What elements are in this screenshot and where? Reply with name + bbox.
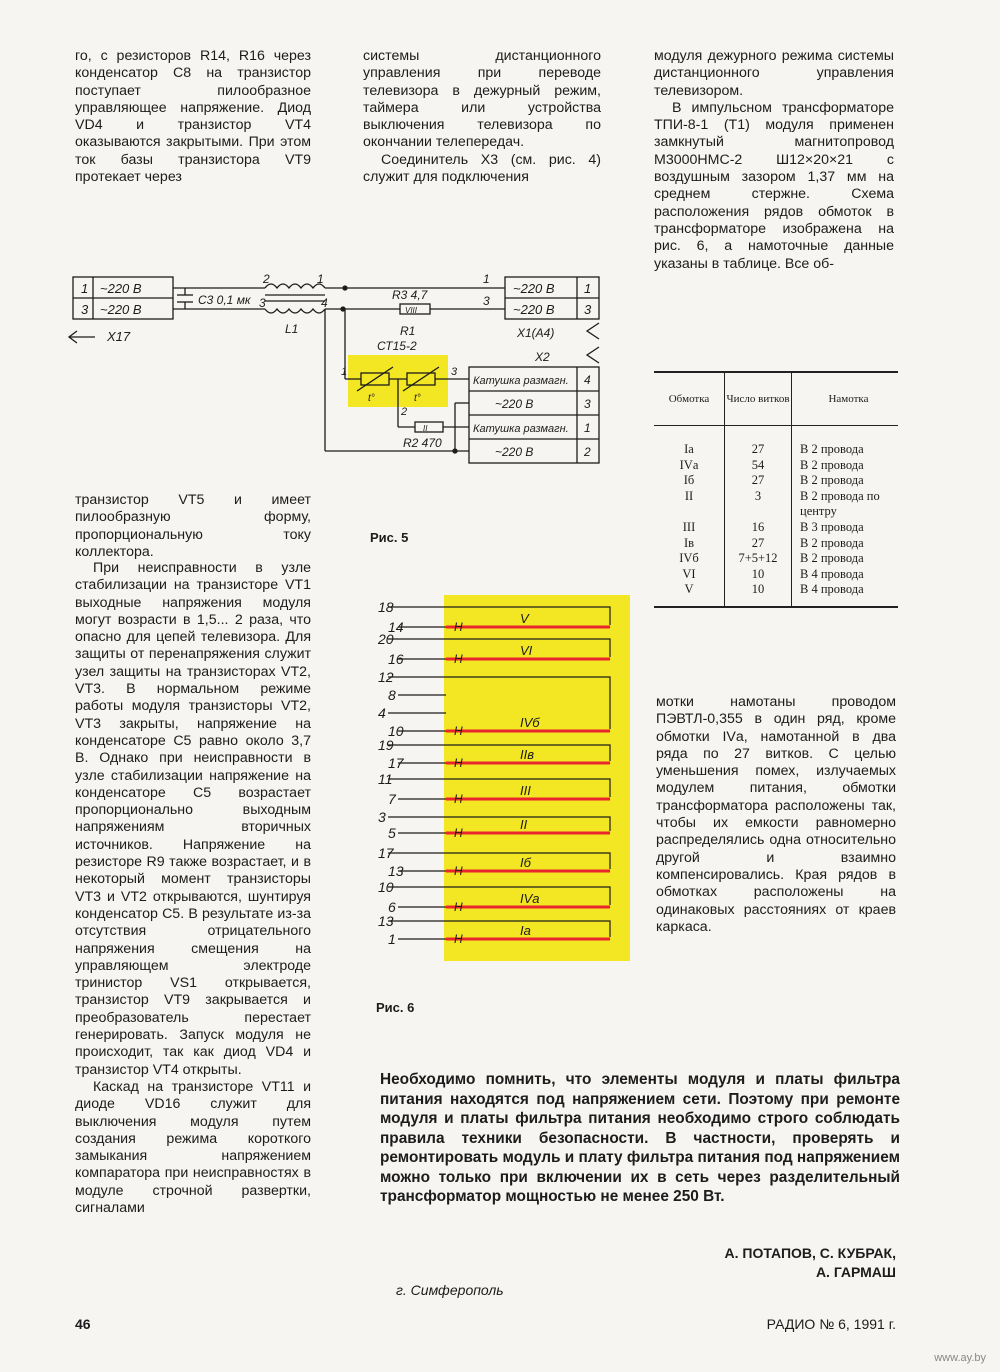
left-column-mid — [75, 492, 311, 561]
table-cell: В 2 провода — [800, 442, 864, 456]
start-mark: Н — [454, 724, 463, 738]
row-label: ~220 В — [513, 281, 555, 296]
pin-label: 1 — [81, 281, 89, 296]
table-cell: II — [654, 489, 725, 520]
pin-label: 3 — [81, 302, 89, 317]
table-header: Намотка — [792, 372, 899, 426]
table-cell: VI — [654, 567, 725, 583]
table-cell: 7+5+12 — [725, 551, 792, 567]
fig5-schematic — [55, 255, 615, 480]
table-cell: В 2 провода — [800, 535, 864, 550]
paragraph: системы дистанционного управления при переводе телевизора в дежурный режим, таймера или устройства выключения телевизора по окончании телепередач. — [363, 48, 601, 151]
r1-label: R1 — [400, 324, 416, 338]
fig5-caption: Рис. 5 — [370, 530, 409, 545]
paragraph: го, с резисторов R14, R16 через конденсатор С8 на транзистор поступает пилообразное управляющее напряжение. Диод VD4 и транзистор VT4 оказываются закрытыми. При этом ток базы транзистора VT9 протекает через — [75, 48, 311, 186]
paragraph: В импульсном трансформаторе ТПИ-8-1 (Т1) модуля применен замкнутый магнитопровод М3000НМС-2 Ш12×20×21 с воздушным зазором 1,37 мм на среднем стержне. Схема расположения рядов обмоток в трансформаторе изображена на рис. 6, а намоточные данные указаны в таблице. Все об- — [654, 99, 894, 272]
winding-table — [654, 371, 898, 608]
paragraph: мотки намотаны проводом ПЭВТЛ-0,355 в один ряд, кроме обмотки IVа, намотанной в два ряда по 27 витков. С целью уменьшения помех, излучаемых модулем питания, обмотки трансформатора расположены так, чтобы их емкости равномерно распределялись одна относительно другой и взаимно компенсировались. Края рядов в обмотках расположены на одинаковых расстояниях от краев каркаса. — [656, 694, 896, 935]
page-number: 46 — [75, 1316, 91, 1332]
x1-pin: 1 — [483, 272, 490, 286]
table-row — [654, 582, 898, 607]
winding-label: Iа — [520, 923, 531, 938]
table-cell: В 4 провода — [792, 582, 899, 607]
right-column-mid — [656, 694, 896, 936]
connector-x2 — [469, 367, 599, 463]
pin-number: 13 — [388, 863, 404, 879]
winding-label: IVб — [520, 715, 540, 730]
pin-number: 17 — [378, 845, 394, 861]
winding-label: II — [520, 817, 528, 832]
start-mark: Н — [454, 826, 463, 840]
table-cell: 3 — [725, 489, 792, 520]
pin-number: 11 — [378, 771, 393, 787]
c3-label: С3 0,1 мк — [198, 293, 251, 307]
start-mark: Н — [454, 792, 463, 806]
pin-label: 3 — [584, 302, 592, 317]
table-cell: 54 — [725, 458, 792, 474]
pin-number: 20 — [378, 631, 394, 647]
table-row — [654, 520, 898, 536]
table-cell: IVб — [654, 551, 725, 567]
right-column-top — [654, 48, 894, 273]
table-cell: Iб — [654, 473, 725, 489]
table-cell: В 4 провода — [800, 566, 864, 581]
table-row — [654, 458, 898, 474]
pin-number: 14 — [388, 619, 404, 635]
winding-label: V — [520, 611, 529, 626]
table-row — [654, 473, 898, 489]
l1-pin: 1 — [317, 272, 324, 286]
paragraph: модуля дежурного режима системы дистанционного управления телевизором. — [654, 48, 894, 99]
left-column-bottom — [75, 560, 311, 1217]
table-cell: Iа — [654, 426, 725, 458]
connector-label: Х1(А4) — [517, 326, 555, 340]
table-row — [654, 551, 898, 567]
r1-type: СТ15-2 — [377, 339, 417, 353]
start-mark: Н — [454, 756, 463, 770]
table-cell: V — [654, 582, 725, 607]
journal-footer: РАДИО № 6, 1991 г. — [766, 1316, 896, 1332]
pin-number: 19 — [378, 737, 394, 753]
table-cell: В 2 провода — [800, 473, 864, 488]
r1-pin: 2 — [401, 406, 408, 418]
l1-pin: 2 — [263, 272, 270, 286]
pin-number: 16 — [388, 651, 404, 667]
watermark: www.ay.by — [934, 1352, 986, 1364]
table-header: Обмотка — [654, 372, 725, 426]
safety-warning: Необходимо помнить, что элементы модуля и платы фильтра питания находятся под напряжением сети. Поэтому при ремонте модуля и платы фильтра питания необходимо строго соблюдать правила техники безопасности. В частности, проверять и ремонтировать модуль и плату фильтра питания под напряжением можно только при включении их в сеть через разделительный трансформатор мощностью не менее 250 Вт. — [380, 1071, 900, 1205]
paragraph: При неисправности в узле стабилизации на транзисторе VT1 выходные напряжения модуля могут возрасти в 1,5... 2 раза, что опасно для цепей телевизора. Для защиты от перенапряжения служит узел защиты на транзисторах VT2, VT3. В нормальном режиме работы модуля транзисторы VT2, VT3 закрыты, напряжение на конденсаторе С5 равно около 3,7 В. Однако при неисправности в узле стабилизации напряжение на конденсаторе С5 возрастает пропорционально выходным напряжениям вторичных источников. Напряжение на резисторе R9 также возрастает, и в некоторый момент транзисторы VT3 и VT2 открываются, шунтируя конденсатор С5. В результате из-за отсутствия отрицательного напряжения смещения на управляющем электроде тринистор VS1 открывается, транзистор VT9 закрывается и преобразователь перестает генерировать. Запуск модуля не происходит, так как диод VD4 и транзистор VT4 открыты. — [75, 560, 311, 1078]
paragraph: транзистор VT5 и имеет пилообразную форму, пропорциональную току коллектора. — [75, 492, 311, 560]
pin-number: 3 — [378, 809, 386, 825]
row-label: Катушка размагн. — [473, 375, 569, 387]
start-mark: Н — [454, 864, 463, 878]
start-mark: Н — [454, 900, 463, 914]
table-header: Число витков — [725, 372, 792, 426]
middle-column-top — [363, 48, 601, 186]
table-cell: 10 — [725, 567, 792, 583]
pin-number: 18 — [378, 599, 394, 615]
row-label: ~220 В — [495, 397, 534, 411]
table-cell: III — [654, 520, 725, 536]
pin-number: 10 — [388, 723, 404, 739]
winding-label: VI — [520, 643, 533, 658]
pin-number: 7 — [388, 791, 396, 807]
pin-number: 13 — [378, 913, 394, 929]
therm-t: t° — [368, 393, 375, 404]
pin-label: 1 — [584, 421, 591, 435]
pin-number: 12 — [378, 669, 394, 685]
pin-label: 2 — [584, 445, 591, 459]
connector-label: Х17 — [107, 329, 131, 344]
authors: А. ПОТАПОВ, С. КУБРАК, А. ГАРМАШ — [724, 1245, 896, 1280]
table-cell: 27 — [725, 536, 792, 552]
r3-mark: VIII — [405, 306, 418, 315]
connector-x17 — [69, 277, 173, 344]
table-cell: В 3 провода — [800, 519, 864, 534]
x2-label: Х2 — [535, 350, 550, 364]
l1-pin: 3 — [259, 296, 266, 310]
fig6-winding-diagram — [360, 595, 632, 963]
table-cell: В 2 провода — [800, 551, 864, 566]
winding-label: Iб — [520, 855, 531, 870]
winding-label: III — [520, 783, 531, 798]
table-row — [654, 567, 898, 583]
table-cell: 27 — [725, 426, 792, 458]
pin-number: 17 — [388, 755, 404, 771]
row-label: Катушка размагн. — [473, 423, 569, 435]
l1-label: L1 — [285, 322, 299, 336]
table-cell: Iв — [654, 536, 725, 552]
row-label: ~220 В — [513, 302, 555, 317]
pin-label: 1 — [584, 281, 592, 296]
fig6-caption: Рис. 6 — [376, 1000, 415, 1015]
r2-label: R2 470 — [403, 436, 442, 450]
left-column-top — [75, 48, 311, 186]
table-cell: IVа — [654, 458, 725, 474]
connector-x1 — [505, 277, 599, 340]
pin-number: 1 — [388, 931, 396, 947]
table-row — [654, 426, 898, 458]
table-cell: 27 — [725, 473, 792, 489]
table-row — [654, 489, 898, 520]
r1-pin: 1 — [341, 366, 348, 378]
winding-label: IIв — [520, 747, 535, 762]
paragraph: Соединитель Х3 (см. рис. 4) служит для подключения — [363, 151, 601, 186]
l1-pin: 4 — [321, 296, 328, 310]
table-cell: В 2 провода — [800, 457, 864, 472]
r2-mark: II — [423, 424, 428, 433]
pin-label: 4 — [584, 373, 591, 387]
start-mark: Н — [454, 620, 463, 634]
pin-number: 4 — [378, 705, 386, 721]
row-label: ~220 В — [100, 302, 142, 317]
therm-t: t° — [414, 393, 421, 404]
row-label: ~220 В — [495, 445, 534, 459]
start-mark: Н — [454, 932, 463, 946]
row-label: ~220 В — [100, 281, 142, 296]
r3-label: R3 4,7 — [392, 288, 428, 302]
table-cell: В 2 провода по центру — [800, 488, 880, 519]
r1-pin: 3 — [451, 366, 458, 378]
start-mark: Н — [454, 652, 463, 666]
x1-pin: 3 — [483, 294, 490, 308]
pin-number: 5 — [388, 825, 396, 841]
pin-number: 6 — [388, 899, 396, 915]
pin-number: 8 — [388, 687, 396, 703]
winding-label: IVа — [520, 891, 540, 906]
paragraph: Каскад на транзисторе VT11 и диоде VD16 служит для выключения модуля путем создания режима короткого замыкания напряжением компаратора при неисправностях в модуле строчной развертки, сигналами — [75, 1078, 311, 1216]
city: г. Симферополь — [396, 1282, 504, 1298]
pin-label: 3 — [584, 397, 591, 411]
table-row — [654, 536, 898, 552]
pin-number: 10 — [378, 879, 394, 895]
table-cell: 10 — [725, 582, 792, 607]
table-cell: 16 — [725, 520, 792, 536]
